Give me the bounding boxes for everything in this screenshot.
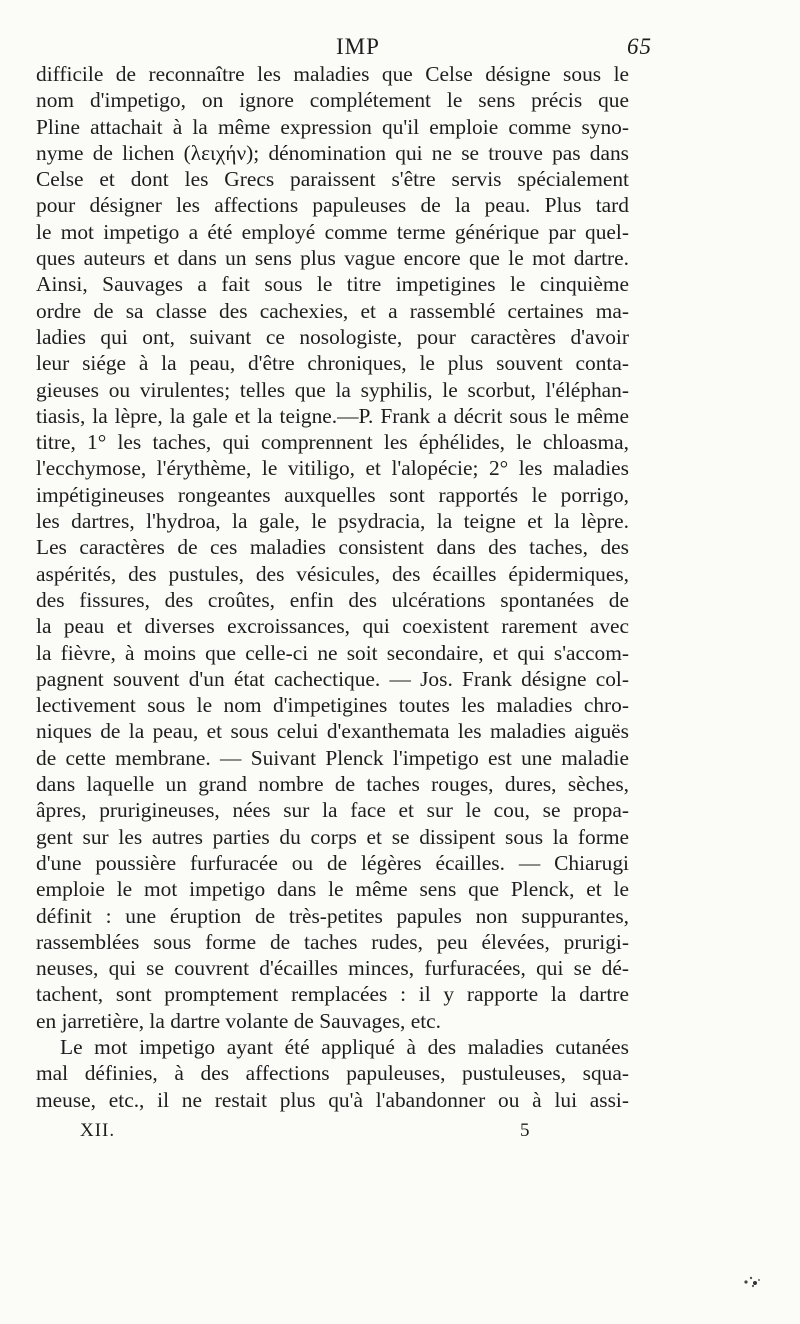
text-line: de cette membrane. — Suivant Plenck l'impetigo est une maladie [36, 745, 629, 770]
text-line: la fièvre, à moins que celle-ci ne soit secondaire, et qui s'accom- [36, 640, 629, 665]
text-line: aspérités, des pustules, des vésicules, des écailles épidermiques, [36, 561, 629, 586]
text-line: âpres, prurigineuses, nées sur la face et sur le cou, se propa- [36, 798, 629, 823]
text-line: mal définies, à des affections papuleuses, pustuleuses, squa- [36, 1061, 629, 1086]
text-line: niques de la peau, et sous celui d'exanthemata les maladies aiguës [36, 719, 629, 744]
text-line: pour désigner les affections papuleuses de la peau. Plus tard [36, 193, 629, 218]
text-line: leur siége à la peau, d'être chroniques, le plus souvent conta- [36, 351, 629, 376]
text-line: pagnent souvent d'un état cachectique. — Jos. Frank désigne col- [36, 666, 629, 691]
text-line: des fissures, des croûtes, enfin des ulcérations spontanées de [36, 587, 629, 612]
text-line: lectivement sous le nom d'impetigines toutes les maladies chro- [36, 693, 629, 718]
text-line: Celse et dont les Grecs paraissent s'être servis spécialement [36, 167, 629, 192]
text-line: meuse, etc., il ne restait plus qu'à l'abandonner ou à lui assi- [36, 1087, 629, 1112]
text-line: tiasis, la lèpre, la gale et la teigne.—P. Frank a décrit sous le même [36, 403, 629, 428]
page-footer [36, 1120, 629, 1150]
text-line: gent sur les autres parties du corps et se dissipent sous la forme [36, 824, 629, 849]
text-line: nom d'impetigo, on ignore complétement le sens précis que [36, 88, 629, 113]
text-line: l'ecchymose, l'érythème, le vitiligo, et l'alopécie; 2° les maladies [36, 456, 629, 481]
text-line: Les caractères de ces maladies consistent dans des taches, des [36, 535, 629, 560]
text-line: d'une poussière furfuracée ou de légères écailles. — Chiarugi [36, 850, 629, 875]
body-text [36, 61, 629, 1113]
text-line: impétigineuses rongeantes auxquelles sont rapportés le porrigo, [36, 482, 629, 507]
text-line: difficile de reconnaître les maladies que Celse désigne sous le [36, 62, 629, 86]
page-number: 65 [627, 34, 652, 59]
text-line: Le mot impetigo ayant été appliqué à des maladies cutanées [60, 1034, 629, 1059]
text-line: titre, 1° les taches, qui comprennent les éphélides, le chloasma, [36, 430, 629, 455]
text-line: ladies qui ont, suivant ce nosologiste, pour caractères d'avoir [36, 324, 629, 349]
text-line: rassemblées sous forme de taches rudes, peu élevées, prurigi- [36, 929, 629, 954]
text-line: le mot impetigo a été employé comme terme générique par quel- [36, 219, 629, 244]
text-line: la peau et diverses excroissances, qui coexistent rarement avec [36, 614, 629, 639]
text-line: Pline attachait à la même expression qu'il emploie comme syno- [36, 114, 629, 139]
text-line: gieuses ou virulentes; telles que la syphilis, le scorbut, l'éléphan- [36, 377, 629, 402]
running-head: IMP [336, 34, 380, 59]
volume-mark: XII. [80, 1120, 116, 1141]
text-line: nyme de lichen (λειχήν); dénomination qui ne se trouve pas dans [36, 140, 629, 165]
text-line: dans laquelle un grand nombre de taches rouges, dures, sèches, [36, 772, 629, 797]
text-line: neuses, qui se couvrent d'écailles minces, furfuracées, qui se dé- [36, 956, 629, 981]
text-line: Ainsi, Sauvages a fait sous le titre impetigines le cinquième [36, 272, 629, 297]
signature-mark: 5 [520, 1120, 530, 1141]
text-line: ordre de sa classe des cachexies, et a rassemblé certaines ma- [36, 298, 629, 323]
ink-speck-icon [738, 1268, 764, 1290]
text-line: emploie le mot impetigo dans le même sens que Plenck, et le [36, 877, 629, 902]
page-header [36, 34, 656, 64]
text-line: ques auteurs et dans un sens plus vague encore que le mot dartre. [36, 246, 629, 271]
text-line: tachent, sont promptement remplacées : il y rapporte la dartre [36, 982, 629, 1007]
text-line: en jarretière, la dartre volante de Sauvages, etc. [36, 1008, 442, 1033]
text-line: définit : une éruption de très-petites papules non suppurantes, [36, 903, 629, 928]
text-line: les dartres, l'hydroa, la gale, le psydracia, la teigne et la lèpre. [36, 509, 629, 534]
